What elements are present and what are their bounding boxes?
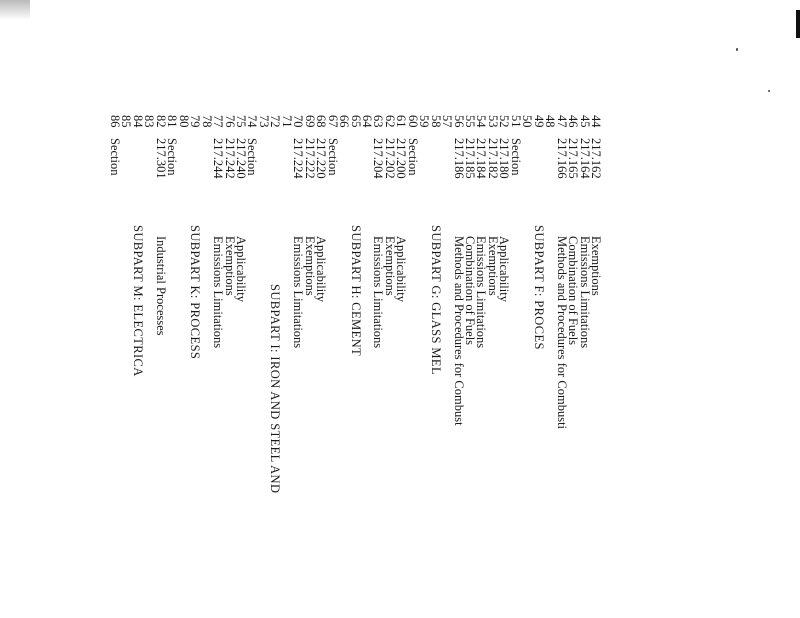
line-row — [120, 0, 133, 618]
section-number: Section — [325, 138, 340, 176]
line-row — [154, 0, 167, 618]
line-number: 52 — [497, 115, 512, 128]
line-number: 81 — [165, 115, 180, 128]
section-title: Methods and Procedures for Combust — [451, 236, 466, 426]
section-title: Emissions Limitations — [211, 236, 226, 349]
section-number: 217.222 — [302, 138, 317, 179]
section-number: Section — [165, 138, 180, 176]
line-row — [429, 0, 442, 618]
section-number: 217.244 — [211, 138, 226, 179]
line-number: 46 — [566, 115, 581, 128]
line-row — [417, 0, 430, 618]
line-row — [234, 0, 247, 618]
section-number: 217.242 — [222, 138, 237, 179]
line-number: 47 — [554, 115, 569, 128]
line-number: 63 — [371, 115, 386, 128]
line-row — [406, 0, 419, 618]
subpart-heading: SUBPART G: GLASS MEL — [428, 225, 443, 375]
line-number: 82 — [153, 115, 168, 128]
line-number: 48 — [543, 115, 558, 128]
section-number: 217.162 — [589, 138, 603, 179]
section-title: Emissions Limitations — [474, 236, 489, 349]
line-number: 60 — [405, 115, 420, 128]
section-number: 217.224 — [291, 138, 306, 179]
line-number: 44 — [589, 115, 603, 128]
line-number: 80 — [176, 115, 191, 128]
line-number: 79 — [188, 115, 203, 128]
line-row — [532, 0, 545, 618]
section-title: Combination of Fuels — [566, 236, 581, 346]
line-row — [555, 0, 568, 618]
line-number: 85 — [119, 115, 134, 128]
subpart-heading: SUBPART F: PROCES — [531, 225, 546, 350]
line-number: 66 — [337, 115, 352, 128]
section-title: Exemptions — [382, 236, 397, 296]
section-title: Exemptions — [302, 236, 317, 296]
line-number: 57 — [440, 115, 455, 128]
line-row — [452, 0, 465, 618]
scan-speck — [736, 48, 738, 51]
section-title: Exemptions — [589, 236, 603, 296]
line-number: 50 — [520, 115, 535, 128]
line-row — [326, 0, 339, 618]
line-row — [246, 0, 259, 618]
section-number: Section — [508, 138, 523, 176]
section-number: 217.185 — [463, 138, 478, 179]
line-row — [177, 0, 190, 618]
line-number: 65 — [348, 115, 363, 128]
line-row — [349, 0, 362, 618]
line-number: 45 — [577, 115, 592, 128]
line-row — [337, 0, 350, 618]
section-title: Industrial Processes — [153, 236, 168, 336]
section-number: 217.180 — [497, 138, 512, 179]
line-number: 73 — [257, 115, 271, 128]
line-row — [268, 0, 281, 618]
line-number: 67 — [325, 115, 340, 128]
line-number: 53 — [485, 115, 500, 128]
line-number: 51 — [508, 115, 523, 128]
scan-shadow — [0, 0, 30, 20]
line-number: 62 — [382, 115, 397, 128]
line-number: 76 — [222, 115, 237, 128]
section-number: 217.165 — [566, 138, 581, 179]
line-row — [520, 0, 533, 618]
line-number: 70 — [291, 115, 306, 128]
line-row — [131, 0, 144, 618]
line-number: 58 — [428, 115, 443, 128]
line-row — [497, 0, 510, 618]
line-row — [257, 0, 270, 618]
subpart-heading: SUBPART I: IRON AND STEEL AND — [268, 284, 283, 494]
section-title: Applicability — [314, 236, 329, 302]
line-number: 71 — [279, 115, 294, 128]
line-number: 49 — [531, 115, 546, 128]
section-title: Emissions Limitations — [291, 236, 306, 349]
line-number: 74 — [245, 115, 260, 128]
section-title: Emissions Limitations — [371, 236, 386, 349]
line-number: 75 — [234, 115, 248, 128]
line-number: 55 — [463, 115, 478, 128]
section-number: 217.186 — [451, 138, 466, 179]
line-row — [314, 0, 327, 618]
subpart-heading: SUBPART M: ELECTRICA — [131, 225, 145, 377]
line-row — [372, 0, 385, 618]
line-row — [291, 0, 304, 618]
section-number: 217.182 — [485, 138, 500, 179]
section-number: 217.166 — [554, 138, 569, 179]
line-number: 56 — [451, 115, 466, 128]
section-title: Applicability — [497, 236, 512, 302]
section-number: Section — [245, 138, 260, 176]
section-title: Applicability — [394, 236, 409, 302]
section-number: 217.200 — [394, 138, 409, 179]
line-number: 77 — [211, 115, 226, 128]
line-row — [108, 0, 121, 618]
section-number: 217.220 — [314, 138, 329, 179]
section-number: Section — [108, 138, 123, 176]
section-number: 217.204 — [371, 138, 386, 179]
line-number: 68 — [314, 115, 329, 128]
scan-edge-mark — [796, 10, 800, 38]
line-number: 64 — [360, 115, 374, 128]
section-title: Applicability — [234, 236, 248, 302]
line-number: 83 — [142, 115, 157, 128]
line-row — [509, 0, 522, 618]
line-number: 84 — [131, 115, 145, 128]
scan-speck — [768, 90, 770, 92]
subpart-heading: SUBPART K: PROCESS — [188, 225, 203, 360]
section-number: 217.301 — [153, 138, 168, 179]
section-title: Exemptions — [222, 236, 237, 296]
line-number: 72 — [268, 115, 283, 128]
line-row — [211, 0, 224, 618]
line-number: 78 — [199, 115, 214, 128]
section-number: 217.184 — [474, 138, 489, 179]
line-number: 69 — [302, 115, 317, 128]
section-number: 217.202 — [382, 138, 397, 179]
line-row — [188, 0, 201, 618]
section-title: Emissions Limitations — [577, 236, 592, 349]
line-number: 59 — [417, 115, 432, 128]
subpart-heading: SUBPART H: CEMENT — [348, 225, 363, 357]
line-number: 54 — [474, 115, 489, 128]
line-row — [394, 0, 407, 618]
section-number: 217.164 — [577, 138, 592, 179]
section-number: 217.240 — [234, 138, 248, 179]
line-number: 61 — [394, 115, 409, 128]
section-title: Exemptions — [485, 236, 500, 296]
section-number: Section — [405, 138, 420, 176]
line-number: 86 — [108, 115, 123, 128]
section-title: Combination of Fuels — [463, 236, 478, 346]
section-title: Methods and Procedures for Combusti — [554, 236, 569, 430]
